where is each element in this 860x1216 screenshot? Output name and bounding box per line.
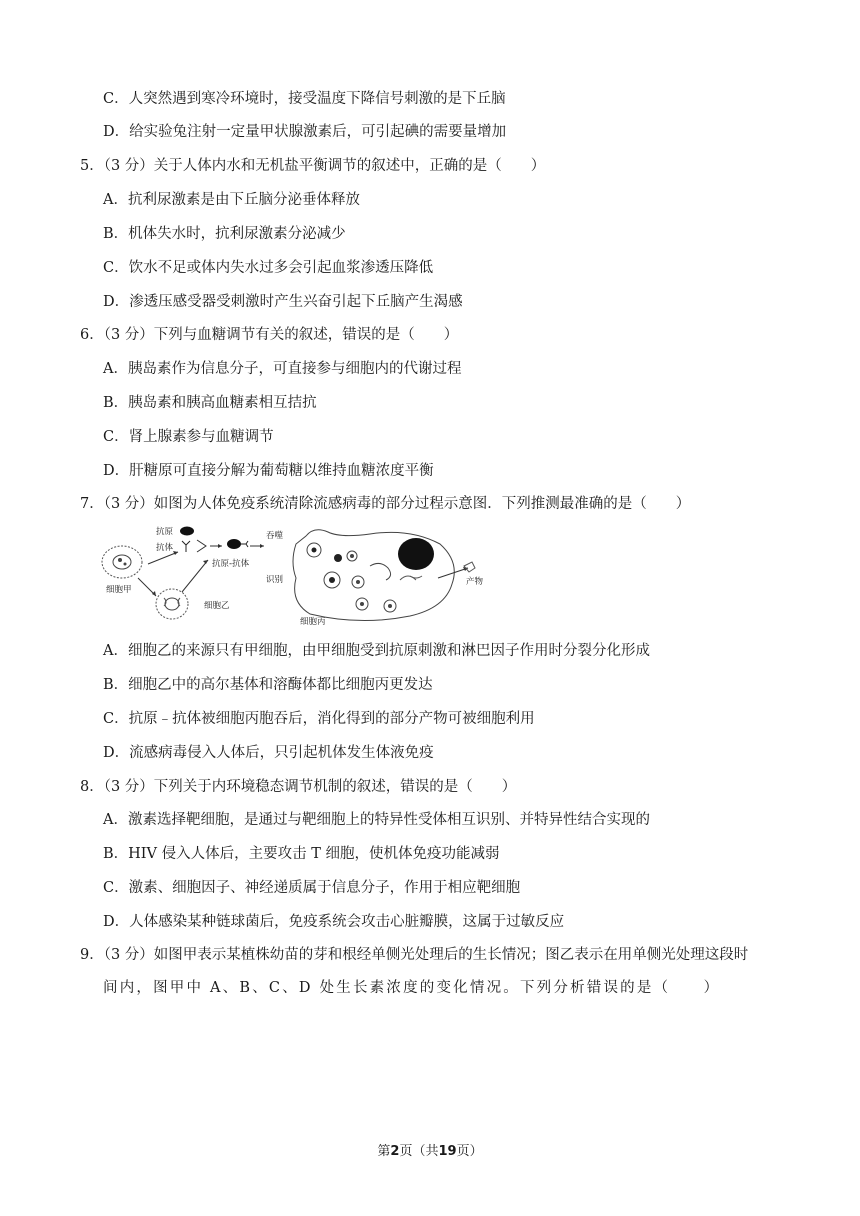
label-complex: 抗原-抗体 [212,559,250,569]
q5-option-a: A．抗利尿激素是由下丘脑分泌垂体释放 [103,192,360,208]
question-7-stem: 7．（3 分）如图为人体免疫系统清除流感病毒的部分过程示意图．下列推测最准确的是（ ） [80,496,691,512]
label-antigen: 抗原 [156,527,174,537]
q5-option-b: B．机体失水时，抗利尿激素分泌减少 [103,226,346,242]
q4-option-c: C．人突然遇到寒冷环境时，接受温度下降信号刺激的是下丘脑 [103,91,506,107]
label-cell-b: 细胞乙 [204,601,230,611]
q6-option-d: D．肝糖原可直接分解为葡萄糖以维持血糖浓度平衡 [103,463,434,479]
question-5-stem: 5．（3 分）关于人体内水和无机盐平衡调节的叙述中，正确的是（ ） [80,158,546,174]
question-9-stem-line1: 9．（3 分）如图甲表示某植株幼苗的芽和根经单侧光处理后的生长情况；图乙表示在用单侧光处理这段时 [80,947,749,963]
label-cell-a: 细胞甲 [106,585,132,595]
footer-total-pages: 19 [438,1144,457,1159]
q4-option-d: D．给实验兔注射一定量甲状腺激素后，可引起碘的需要量增加 [103,124,507,140]
q5-option-d: D．渗透压感受器受刺激时产生兴奋引起下丘脑产生渴感 [103,294,463,310]
page-footer [0,1140,860,1159]
footer-suffix: 页） [456,1144,483,1159]
question-8-stem: 8．（3 分）下列关于内环境稳态调节机制的叙述，错误的是（ ） [80,779,517,795]
footer-prefix: 第 [377,1144,391,1159]
cell-a-figure [102,546,142,578]
question-9-stem-line2: 间内，图甲中 A、B、C、D 处生长素浓度的变化情况。下列分析错误的是（ ） [103,980,721,996]
question-6-stem: 6．（3 分）下列与血糖调节有关的叙述，错误的是（ ） [80,327,459,343]
q5-option-c: C．饮水不足或体内失水过多会引起血浆渗透压降低 [103,260,434,276]
q8-option-a: A．激素选择靶细胞，是通过与靶细胞上的特异性受体相互识别、并特异性结合实现的 [103,812,650,828]
label-engulf: 吞噬 [266,531,284,541]
q6-option-a: A．胰岛素作为信息分子，可直接参与细胞内的代谢过程 [103,361,462,377]
q7-option-a: A．细胞乙的来源只有甲细胞，由甲细胞受到抗原刺激和淋巴因子作用时分裂分化形成 [103,643,650,659]
q8-option-b: B．HIV 侵入人体后，主要攻击 T 细胞，使机体免疫功能减弱 [103,846,500,862]
label-product: 产物 [466,577,484,587]
q6-option-c: C．肾上腺素参与血糖调节 [103,429,274,445]
q8-option-d: D．人体感染某种链球菌后，免疫系统会攻击心脏瓣膜，这属于过敏反应 [103,914,565,930]
q7-option-d: D．流感病毒侵入人体后，只引起机体发生体液免疫 [103,745,434,761]
q8-option-c: C．激素、细胞因子、神经递质属于信息分子，作用于相应靶细胞 [103,880,521,896]
footer-middle: 页（共 [399,1144,439,1159]
immune-process-diagram [100,522,500,626]
footer-page-number: 2 [390,1144,400,1159]
label-recognize: 识别 [266,575,284,585]
label-antibody: 抗体 [156,543,174,553]
label-cell-c: 细胞丙 [300,617,326,626]
q6-option-b: B．胰岛素和胰高血糖素相互拮抗 [103,395,317,411]
q7-option-c: C．抗原﹣抗体被细胞丙胞吞后，消化得到的部分产物可被细胞利用 [103,711,535,727]
q7-option-b: B．细胞乙中的高尔基体和溶酶体都比细胞丙更发达 [103,677,433,693]
